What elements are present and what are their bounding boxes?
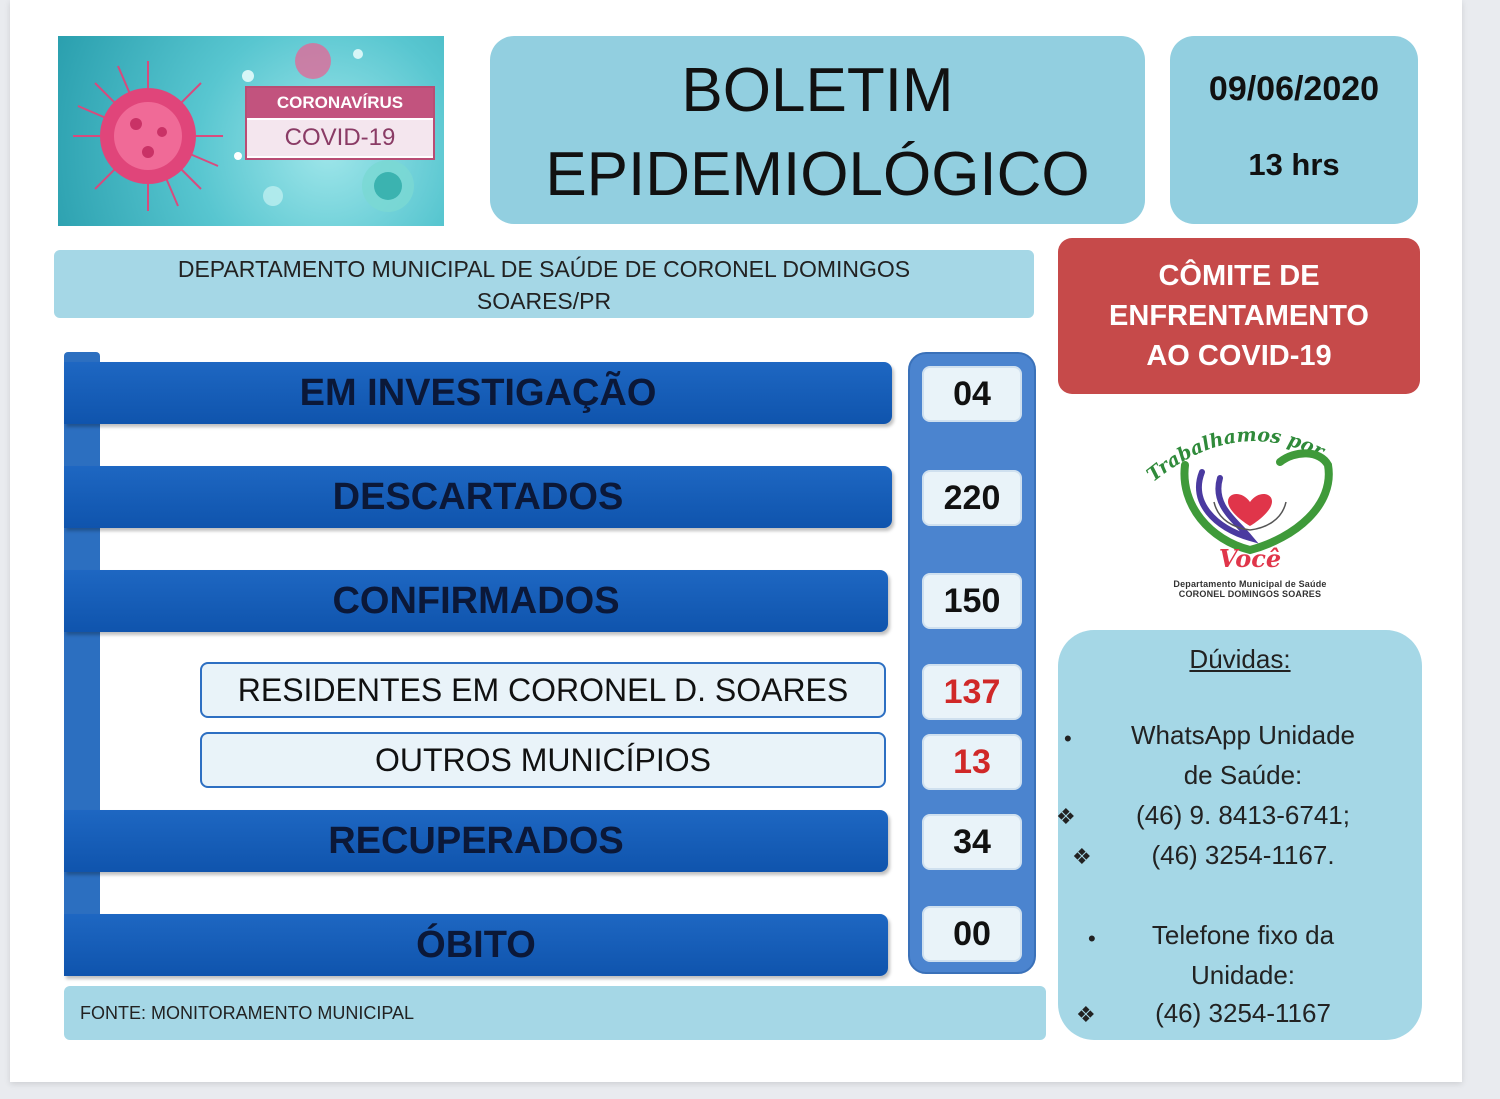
logo-caption-1: Departamento Municipal de Saúde [1173,579,1327,589]
residentes-value: 137 [922,664,1022,720]
covid-tag [247,88,433,158]
fixed-line-2: Unidade: [1190,960,1296,990]
heart-hands-icon [1130,410,1370,575]
diamond-bullet-3: ❖ [1076,1002,1096,1027]
logo-caption-2: CORONEL DOMINGOS SOARES [1178,589,1322,599]
outros-municipios-value: 13 [922,734,1022,790]
fixed-line-1: Telefone fixo da [1151,920,1335,950]
list-spine [64,352,100,972]
trabalhamos-por-voce-logo [1130,410,1370,600]
source-text: FONTE: MONITORAMENTO MUNICIPAL [80,1003,415,1023]
outros-municipios-box [200,732,886,788]
confirmados-bar [64,570,888,632]
bulletin-time: 13 hrs [1248,147,1340,182]
comite-line-3: AO COVID-19 [1146,340,1332,372]
values-column [908,352,1036,974]
bulletin-date: 09/06/2020 [1208,70,1380,108]
title-line-1: BOLETIM [681,56,954,125]
date-box [1170,36,1418,224]
coronavirus-label: CORONAVÍRUS [247,88,433,118]
outros-municipios-label: OUTROS MUNICÍPIOS [374,742,711,778]
obito-value: 00 [922,906,1022,962]
logo-word: Você [1218,544,1282,573]
source-note [64,986,1046,1040]
comite-line-2: ENFRENTAMENTO [1109,300,1369,332]
confirmados-label: CONFIRMADOS [332,580,620,622]
department-box [54,250,1034,318]
title-line-2: EPIDEMIOLÓGICO [545,140,1090,209]
confirmados-value: 150 [922,573,1022,629]
phone-1: (46) 9. 8413-6741; [1136,800,1350,830]
descartados-value: 220 [922,470,1022,526]
em-investigacao-value: 04 [922,366,1022,422]
em-investigacao-bar [64,362,892,424]
residentes-box [200,662,886,718]
covid19-label: COVID-19 [247,120,433,156]
department-line-1: DEPARTAMENTO MUNICIPAL DE SAÚDE DE CORONEL DOMINGOS [177,256,911,282]
residentes-label: RESIDENTES EM CORONEL D. SOARES [237,672,849,708]
logo-arc-text: Trabalhamos por [1142,423,1328,487]
obito-label: ÓBITO [416,924,536,966]
whatsapp-line-2: de Saúde: [1183,760,1303,790]
comite-box [1058,238,1420,394]
department-line-2: SOARES/PR [476,288,612,314]
em-investigacao-label: EM INVESTIGAÇÃO [299,372,657,414]
diamond-bullet-2: ❖ [1072,844,1092,869]
recuperados-value: 34 [922,814,1022,870]
descartados-bar [64,466,892,528]
contact-box [1058,630,1422,1040]
phone-2: (46) 3254-1167. [1151,840,1335,870]
comite-line-1: CÔMITE DE [1158,260,1320,292]
recuperados-bar [64,810,888,872]
whatsapp-line-1: WhatsApp Unidade [1130,720,1356,750]
bulletin-title-box [490,36,1145,224]
recuperados-label: RECUPERADOS [328,820,624,862]
bullet-dot-2: • [1088,926,1096,951]
phone-3: (46) 3254-1167 [1155,998,1331,1028]
obito-bar [64,914,888,976]
contact-title: Dúvidas: [1189,644,1291,674]
coronavirus-banner-image [58,36,444,226]
diamond-bullet-1: ❖ [1056,804,1076,829]
bullet-dot-1: • [1064,726,1072,751]
descartados-label: DESCARTADOS [332,476,624,518]
